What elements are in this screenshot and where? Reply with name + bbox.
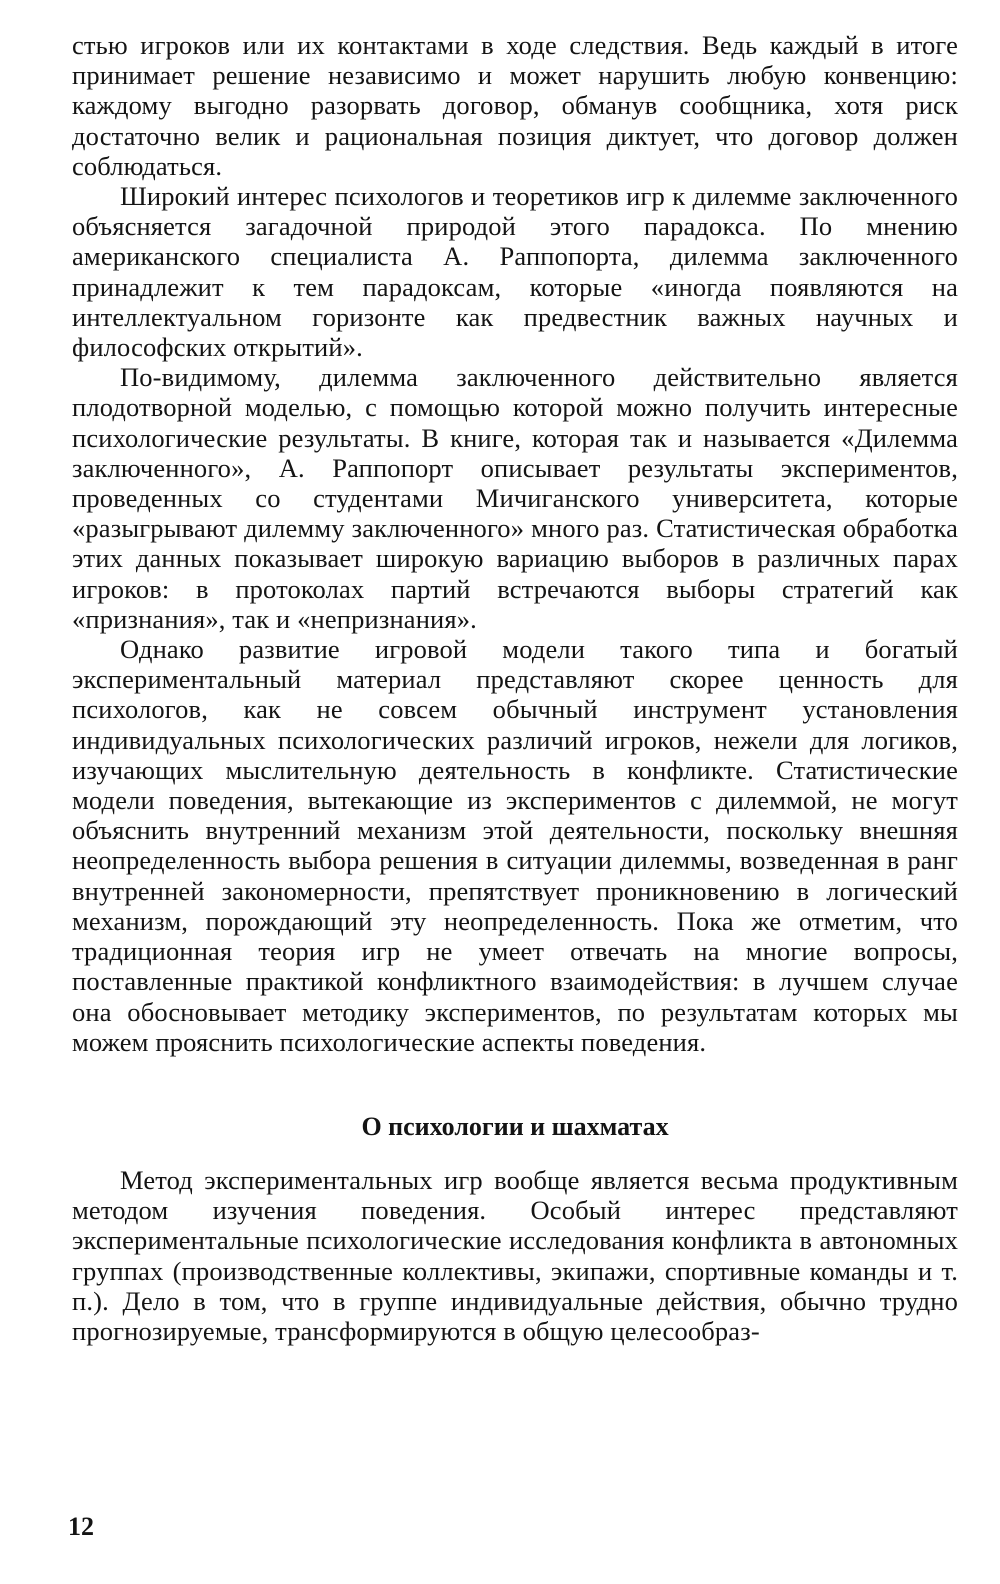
section-heading: О психологии и шахматах: [361, 1111, 669, 1141]
body-text-after-heading: [72, 1165, 958, 1346]
paragraph: Широкий интерес психологов и теоретиков игр к дилемме заключенного объясняется загадочной природой этого парадокса. По мнению американского специалиста А. Раппопорта, дилемма заключенного принадлежит к тем парадоксам, которые «иногда появляются на интеллектуальном горизонте как предвестник важных научных и философских открытий».: [72, 181, 958, 363]
paragraph-continuation: стью игроков или их контактами в ходе следствия. Ведь каждый в итоге принимает решение независимо и может нарушить любую конвенцию: каждому выгодно разорвать договор, обманув сообщника, хотя риск достаточно велик и рациональная позиция диктует, что договор должен соблюдаться.: [72, 30, 958, 181]
paragraph: По-видимому, дилемма заключенного действительно является плодотворной моделью, с помощью которой можно получить интересные психологические результаты. В книге, которая так и называется «Дилемма заключенного», А. Раппопорт описывает результаты экспериментов, проведенных со студентами Мичиганского университета, которые «разыгрывают дилемму заключенного» много раз. Статистическая обработка этих данных показывает широкую вариацию выборов в различных парах игроков: в протоколах партий встречаются выборы стратегий как «признания», так и «непризнания».: [72, 362, 958, 634]
paragraph: Метод экспериментальных игр вообще является весьма продуктивным методом изучения поведения. Особый интерес представляют экспериментальные психологические исследования конфликта в автономных группах (производственные коллективы, экипажи, спортивные команды и т. п.). Дело в том, что в группе индивидуальные действия, обычно трудно прогнозируемые, трансформируются в общую целесообраз-: [72, 1164, 958, 1346]
page-number: 12: [68, 1512, 94, 1541]
paragraph: Однако развитие игровой модели такого типа и богатый экспериментальный материал представляют скорее ценность для психологов, как не совсем обычный инструмент установления индивидуальных психологических различий игроков, нежели для логиков, изучающих мыслительную деятельность в конфликте. Статистические модели поведения, вытекающие из экспериментов с дилеммой, не могут объяснить внутренний механизм этой деятельности, поскольку внешняя неопределенность выбора решения в ситуации дилеммы, возведенная в ранг внутренней закономерности, препятствует проникновению в логический механизм, порождающий эту неопределенность. Пока же отметим, что традиционная теория игр не умеет отвечать на многие вопросы, поставленные практикой конфликтного взаимодействия: в лучшем случае она обосновывает методику экспериментов, по результатам которых мы можем прояснить психологические аспекты поведения.: [72, 634, 958, 1057]
body-text-before-heading: [72, 30, 958, 1057]
book-page: [72, 30, 958, 1346]
